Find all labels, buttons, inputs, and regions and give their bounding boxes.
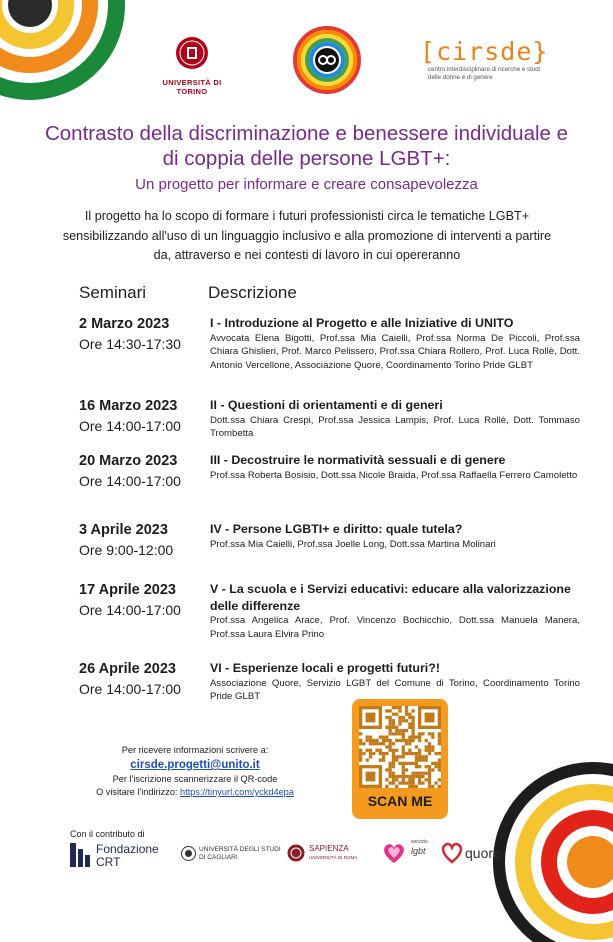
page-title: Contrasto della discriminazione e benessere individuale e di coppia delle persone LGBT+: [44, 122, 569, 170]
seminar-date: 26 Aprile 2023 [79, 661, 176, 677]
seminar-description [210, 315, 580, 372]
qr-code-pattern [359, 706, 441, 788]
seminar-time: Ore 14:00-17:00 [79, 418, 181, 434]
cirsde-wordmark: [cirsde} [420, 37, 549, 66]
seminar-speakers: Avvocata Elena Bigotti, Prof.ssa Mia Caielli, Prof.ssa Norma De Piccoli, Prof.ssa Chiara Ghislieri, Prof. Marco Pelissero, Prof.ssa Chiara Rollero, Prof. Luca Rollè, Dott. Antonio Vercellone, Associazione Quore, Coordinamento Torino Pride GLBT [210, 332, 580, 371]
seminar-speakers: Prof.ssa Mia Caielli, Prof.ssa Joelle Long, Dott.ssa Martina Molinari [210, 538, 496, 550]
sapienza-word: SAPIENZA [309, 844, 349, 853]
heart-icon [441, 842, 463, 864]
info-line-1: Per ricevere informazioni scrivere a: [121, 745, 269, 755]
unito-seal-icon [175, 36, 209, 70]
crt-word: CRT [96, 854, 121, 869]
servizio-label: servizio [411, 839, 428, 845]
contribution-label: Con il contributo di [70, 829, 145, 839]
sapienza-seal-icon [287, 844, 305, 862]
info-line-3 [60, 786, 330, 799]
seminar-date: 17 Aprile 2023 [79, 582, 176, 598]
fondazione-crt-icon [70, 843, 90, 867]
column-header-descrizione: Descrizione [208, 283, 297, 302]
seminar-speakers: Associazione Quore, Servizio LGBT del Comune di Torino, Coordinamento Torino Pride GLBT [210, 677, 580, 702]
registration-link[interactable]: https://tinyurl.com/yckd4epa [180, 787, 294, 797]
seminar-title: III - Decostruire le normatività sessuali e di genere [210, 453, 506, 467]
info-line-3-prefix: O visitare l'indirizzo: [96, 787, 181, 797]
unito-logo [162, 36, 222, 96]
seminar-date: 16 Marzo 2023 [79, 398, 178, 414]
cirsde-subtitle: centro interdisciplinare di ricerche e studi delle donne e di genere [428, 66, 541, 81]
rainbow-heart-icon [381, 842, 407, 864]
seminar-speakers: Dott.ssa Chiara Crespi, Prof.ssa Jessica Lampis, Prof. Luca Rollè, Dott. Tommaso Trombetta [210, 414, 580, 439]
seminar-time: Ore 14:00-17:00 [79, 473, 181, 489]
seminar-time: Ore 14:00-17:00 [79, 681, 181, 697]
seminar-date: 3 Aprile 2023 [79, 522, 168, 538]
qr-code[interactable] [359, 706, 441, 788]
sapienza-logo [287, 844, 358, 862]
seminar-description [210, 452, 580, 482]
seminar-time: Ore 9:00-12:00 [79, 542, 174, 558]
project-logo [293, 26, 361, 94]
unica-line-1: UNIVERSITÀ DEGLI STUDI [199, 846, 281, 853]
servizio-lgbt-logo [381, 840, 441, 866]
contact-email-link[interactable]: cirsde.progetti@unito.it [130, 759, 260, 771]
seminar-speakers: Prof.ssa Roberta Bosisio, Dott.ssa Nicole Braida, Prof.ssa Raffaella Ferrero Camoletto [210, 469, 578, 481]
seminar-title: II - Questioni di orientamenti e di generi [210, 398, 443, 412]
lgbt-word: lgbt [411, 846, 426, 856]
decorative-rings-top-left [0, 0, 130, 105]
seminar-speakers: Prof.ssa Angelica Arace, Prof. Vincenzo Bochicchio, Dott.ssa Manuela Manera, Prof.ssa Laura Elvira Prino [210, 615, 580, 640]
page-subtitle: Un progetto per informare e creare consapevolezza [135, 176, 478, 193]
fondazione-crt-text [96, 843, 159, 868]
quore-wordmark: quore [465, 845, 501, 861]
seminar-title: V - La scuola e i Servizi educativi: educare alla valorizzazione delle differenze [210, 582, 571, 613]
seminar-time: Ore 14:00-17:00 [79, 602, 181, 618]
seminar-title: I - Introduzione al Progetto e alle Iniziative di UNITO [210, 316, 514, 330]
seminar-time: Ore 14:30-17:30 [79, 336, 181, 352]
seminar-date: 2 Marzo 2023 [79, 316, 170, 332]
seminar-date: 20 Marzo 2023 [79, 453, 178, 469]
seminar-title: VI - Esperienze locali e progetti futuri?! [210, 661, 440, 675]
seminar-title: IV - Persone LGBTI+ e diritto: quale tutela? [210, 522, 463, 536]
seminar-description [210, 660, 580, 704]
decorative-rings-bottom-right [483, 752, 613, 942]
unica-logo [181, 846, 281, 862]
fondazione-word: Fondazione [96, 842, 159, 856]
seminar-description [210, 397, 580, 441]
contact-info [60, 744, 330, 799]
unica-seal-icon [181, 846, 196, 861]
info-line-2: Per l'iscrizione scannerizzare il QR-code [112, 774, 278, 784]
unica-line-2: DI CAGLIARI [199, 854, 238, 861]
seminar-description [210, 521, 580, 551]
scan-me-label: SCAN ME [367, 793, 433, 809]
cirsde-logo [420, 38, 550, 81]
sapienza-sub: UNIVERSITÀ DI ROMA [309, 855, 358, 860]
seminar-description [210, 581, 580, 641]
column-header-seminari: Seminari [79, 283, 147, 302]
intro-text: Il progetto ha lo scopo di formare i futuri professionisti circa le tematiche LGBT+ sensibilizzando all'uso di un linguaggio inclusivo e alla promozione di interventi a partire da, attraverso e nei contesti di lavoro in cui opereranno [62, 209, 552, 262]
quore-logo [441, 842, 501, 866]
qr-code-card[interactable] [352, 699, 448, 819]
unito-name: UNIVERSITÀ DI TORINO [162, 78, 222, 96]
